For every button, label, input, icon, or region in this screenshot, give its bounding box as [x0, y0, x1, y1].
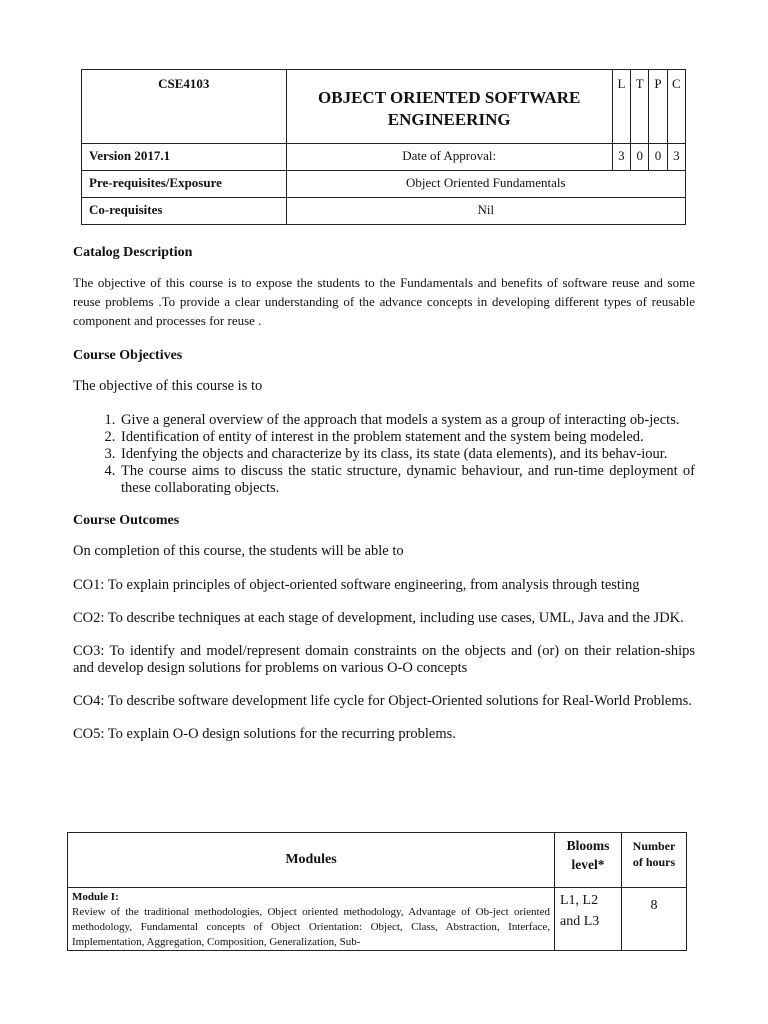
module-1-text: Review of the traditional methodologies, Object oriented methodology, Advantage of Ob-ject oriented methodology, Fundamental concepts of Object Orientation: Object, Class, Abstraction, Interface, Implementation, Aggregation, Composition, Generalization, Sub- — [72, 906, 550, 948]
ltpc-header-t: T — [631, 70, 649, 144]
objective-item: 1. Give a general overview of the approach that models a system as a group of interacting ob-jects. — [119, 412, 695, 429]
outcomes-intro: On completion of this course, the students will be able to — [73, 543, 404, 559]
objectives-intro: The objective of this course is to — [73, 378, 263, 394]
version-label: Version 2017.1 — [82, 144, 287, 171]
outcome-item: CO4: To describe software development life cycle for Object-Oriented solutions for Real-World Problems. — [73, 693, 692, 709]
coreq-label: Co-requisites — [82, 198, 287, 225]
objective-item: 3. Idenfying the objects and characterize by its class, its state (data elements), and its behav-iour. — [119, 446, 695, 463]
modules-table — [67, 832, 687, 951]
module-1-title: Module I: — [72, 891, 119, 903]
hours-header-line1: Number — [632, 839, 676, 853]
blooms-header-line2: level* — [571, 857, 605, 872]
course-title-line1: OBJECT ORIENTED SOFTWARE — [318, 88, 581, 107]
ltpc-value-t: 0 — [631, 144, 649, 171]
module-1-hours: 8 — [622, 888, 687, 951]
outcome-item: CO5: To explain O-O design solutions for the recurring problems. — [73, 726, 456, 742]
course-title — [286, 70, 612, 144]
blooms-header-line1: Blooms — [566, 838, 610, 853]
outcome-item: CO1: To explain principles of object-oriented software engineering, from analysis through testing — [73, 577, 640, 593]
prereq-label: Pre-requisites/Exposure — [82, 171, 287, 198]
module-1-blooms — [555, 888, 622, 951]
course-code: CSE4103 — [82, 70, 287, 144]
objectives-list — [73, 412, 695, 497]
module-1-blooms-line2: and L3 — [560, 914, 600, 929]
module-1-cell — [68, 888, 555, 951]
ltpc-value-c: 3 — [667, 144, 685, 171]
objectives-heading: Course Objectives — [73, 348, 183, 363]
ltpc-header-l: L — [612, 70, 630, 144]
modules-header: Modules — [68, 833, 555, 888]
catalog-heading: Catalog Description — [73, 245, 193, 260]
ltpc-value-p: 0 — [649, 144, 667, 171]
module-1-blooms-line1: L1, L2 — [560, 893, 599, 908]
outcomes-heading: Course Outcomes — [73, 513, 180, 528]
hours-header — [622, 833, 687, 888]
objective-item: 4. The course aims to discuss the static structure, dynamic behaviour, and run-time deployment of these collaborating objects. — [119, 463, 695, 497]
ltpc-header-p: P — [649, 70, 667, 144]
course-header-table — [81, 69, 686, 225]
course-content — [73, 245, 695, 743]
catalog-text: The objective of this course is to expose the students to the Fundamentals and benefits of software reuse and some reuse problems .To provide a clear understanding of the advance concepts in developing different types of reusable component and processes for reuse . — [73, 275, 695, 328]
ltpc-header-c: C — [667, 70, 685, 144]
date-of-approval: Date of Approval: — [286, 144, 612, 171]
ltpc-value-l: 3 — [612, 144, 630, 171]
blooms-header — [555, 833, 622, 888]
outcome-item: CO2: To describe techniques at each stage of development, including use cases, UML, Java and the JDK. — [73, 610, 684, 626]
prereq-value: Object Oriented Fundamentals — [286, 171, 685, 198]
hours-header-line2: of hours — [632, 855, 676, 869]
course-title-line2: ENGINEERING — [387, 110, 511, 129]
outcome-item: CO3: To identify and model/represent domain constraints on the objects and (or) on their relation-ships and develop design solutions for problems on various O-O concepts — [73, 643, 695, 676]
objective-item: 2. Identification of entity of interest in the problem statement and the system being modeled. — [119, 429, 695, 446]
coreq-value: Nil — [286, 198, 685, 225]
